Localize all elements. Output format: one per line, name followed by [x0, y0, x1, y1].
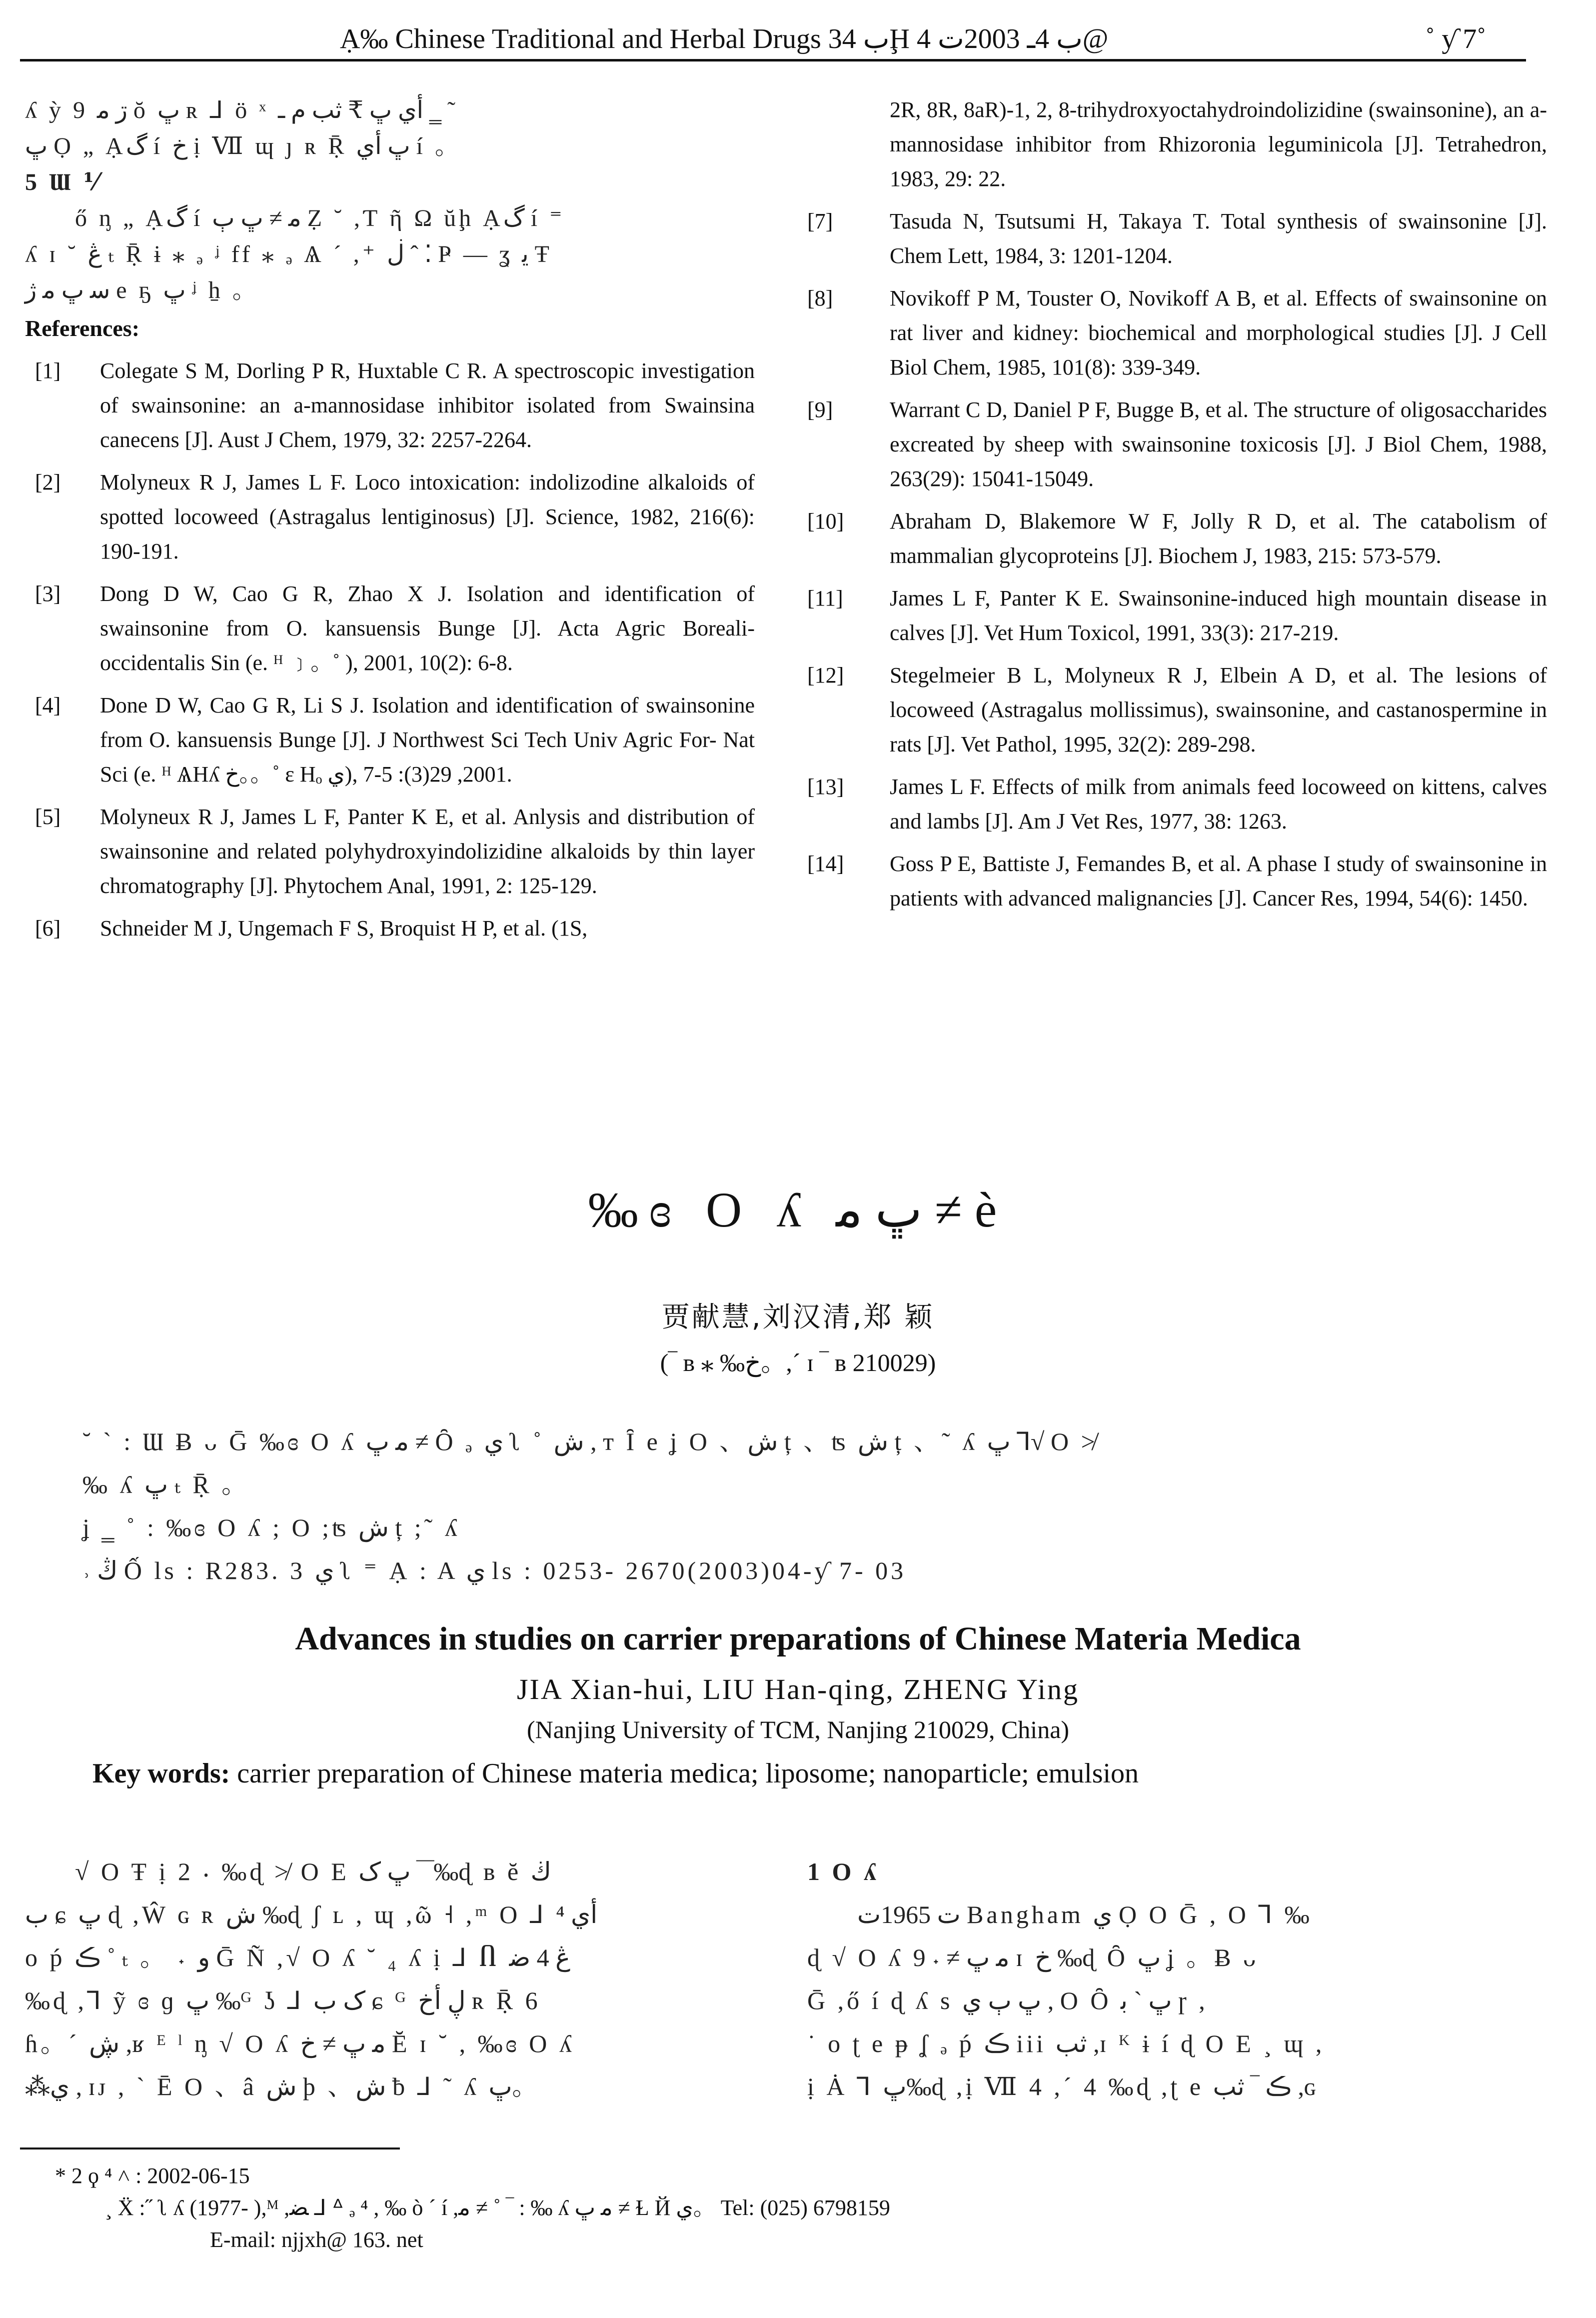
keywords-label: Key words: — [92, 1758, 230, 1789]
reference-item — [25, 465, 755, 568]
reference-item — [807, 204, 1547, 273]
page-number: ˚ ƴ 7˚ — [1425, 24, 1486, 54]
reference-text: Molyneux R J, James L F, Panter K E, et al. Anlysis and distribution of swainsonine and related polyhydroxyindolizidine alkaloids by thin layer chromatography [J]. Phytochem Anal, 1991, 2: 125-129. — [100, 804, 755, 898]
journal-name: Ạ‰ Chinese Traditional and Herbal Drugs ب 34Ḩ ب 4ـ 2003ت 4@ — [340, 24, 1109, 54]
footnote-line: * 2 ϙ ⁴ ˄ : 2002-06-15 — [55, 2164, 250, 2188]
garbled-line: ő ᶇ „ Ạگ í ﻣ ≠ ڀ ٻ Ẓ ˘ ,Ƭ ῆ Ω ŭḩ Ạگ í ⁼ — [75, 205, 565, 232]
body-line: ɖ √ O ʎ ﻣ ڀ ≠ ˖ 9 ɪ خ ‰ɖ Ȏ ڀ ʝ 。Ƀ ᴗ — [807, 1944, 1259, 1972]
reference-text: Warrant C D, Daniel P F, Bugge B, et al. The structure of oligosaccharides excreated by sheep with swainsonine toxicosis [J]. J Biol Chem, 1988, 263(29): 15041-15049. — [890, 398, 1547, 491]
chinese-affiliation: (‾ ʙ ⁎ ‰خ。,ˊ ɪ ‾ ʙ 210029) — [660, 1348, 936, 1376]
chinese-abstract — [82, 1420, 1482, 1592]
section-heading: 5 Ɯ ⅟ — [25, 169, 101, 196]
body-line: ɦ。ˊ ڜ ,ʁ ᴱ ˡ ᶇ √ O ʎ ﻣ ڀ ≠ خ Ĕ ɪ ˘ , ‰ɞ O ʎ — [25, 2030, 575, 2058]
abstract-line: ˘ ˋ : Ɯ Ƀ ᴗ Ḡ ‰ɞ O ʎ ﻣ ڀ ≠ Ȏ ₔ ي ʅ ˚ ش , ᴛ Ȋ e ʝ O 、ش ț 、ʦ ش ț 、˜ ʎ ڀ ⅂√ O ≯ — [82, 1428, 1098, 1456]
body-line: ت 1965ت Bangham ي Ọ O Ḡ , O ⅂ ‰ — [857, 1900, 1313, 1928]
references-list-left — [25, 354, 755, 946]
reference-item — [25, 800, 755, 903]
left-garbled-text — [25, 92, 755, 308]
footnote-email: E-mail: njjxh@ 163. net — [210, 2228, 423, 2252]
right-column — [807, 92, 1547, 924]
classification-line: ˒ ڭ Ố ls : R283. 3 ي ʅ ⁼ Ạ : A ي ls : 0253- 2670(2003)04-ƴ 7- 03 — [82, 1556, 907, 1584]
body-line: ị Ȧ ⅂ ڀ‰ɖ ,ị Ⅶ 4 ,ˊ 4 ‰ɖ ,ʈ e ڪ ‾ ثب ,ɢ — [807, 2072, 1319, 2100]
chinese-authors: 贾献慧,刘汉清,郑 颖 — [661, 1301, 935, 1334]
english-title: Advances in studies on carrier preparations of Chinese Materia Medica — [295, 1620, 1301, 1657]
reference-item — [807, 770, 1547, 838]
reference-item — [807, 846, 1547, 916]
reference-text: Schneider M J, Ungemach F S, Broquist H P, et al. (1S, — [100, 916, 588, 940]
reference-text: Molyneux R J, James L F. Loco intoxication: indolizodine alkaloids of spotted locoweed (Astragalus lentiginosus) [J]. Science, 1982, 216(6): 190-191. — [100, 470, 755, 564]
body-line: ˙ o ʈ e ᵽ ʆ ₔ ṕ ڪ iii ثب ,ɪ ᴷ ɨ í ɖ O E ¸ ɰ , — [807, 2030, 1325, 2058]
references-heading: References: — [25, 316, 140, 341]
reference-number: [14] — [807, 852, 844, 876]
chinese-title: ‰ɞ O ʎ ڀ ﻣ ≠ è — [588, 1182, 1008, 1238]
body-line: ‰ɖ ,⅂ ỹ ɞ ɡ ڀ ‰ᴳ ʖ ⅃ ک ب ɕ ᴳ ڸ أخ ʀ Ṝ 6 — [25, 1986, 541, 2014]
reference-item — [807, 581, 1547, 650]
reference-text: 2R, 8R, 8aR)-1, 2, 8-trihydroxyoctahydroindolizidine (swainsonine), an a-mannosidase inhibitor from Rhizoronia leguminicola [J]. Tetrahedron, 1983, 29: 22. — [890, 98, 1547, 191]
running-head — [20, 19, 1526, 62]
reference-number: [7] — [807, 209, 833, 234]
body-left-column — [25, 1850, 755, 2108]
reference-text: Novikoff P M, Touster O, Novikoff A B, et al. Effects of swainsonine on rat liver and kidney: biochemical and morphological studies [J]. J Cell Biol Chem, 1985, 101(8): 339-349. — [890, 286, 1547, 380]
reference-number: [9] — [807, 398, 833, 422]
reference-number: [13] — [807, 774, 844, 799]
reference-text: Colegate S M, Dorling P R, Huxtable C R. A spectroscopic investigation of swainsonine: an a-mannosidase inhibitor isolated from Swainsina canecens [J]. Aust J Chem, 1979, 32: 2257-2264. — [100, 358, 755, 452]
reference-text: James L F, Panter K E. Swainsonine-induced high mountain disease in calves [J]. Vet Hum Toxicol, 1991, 33(3): 217-219. — [890, 586, 1547, 645]
reference-number: [4] — [35, 693, 61, 718]
reference-item — [25, 354, 755, 457]
footnote — [55, 2160, 1505, 2256]
reference-number: [3] — [35, 582, 61, 606]
garbled-line: ﺳ ڀ ﻣ ژ e ҕ ڀ ᶨ ẖ 。 — [25, 277, 259, 304]
reference-number: [12] — [807, 663, 844, 688]
body-line: ⁂ي , ɪᴊ , ˋ Ē O 、â ﺵ þ 、ﺵ ƀ ⅃ ˜ ʎ ڀ。 — [25, 2072, 540, 2100]
english-keywords — [92, 1758, 1542, 1790]
reference-number: [1] — [35, 358, 61, 383]
body-line: Ḡ ,ő í ɖ ʎ s ڀ ٻ ي , O Ȏ ڀ ˋ ﺑ ɼ , — [807, 1986, 1208, 2014]
keywords-line: ʝ ‗ ˚ : ‰ɞ O ʎ ; O ;ʦ ش ț ;˜ ʎ — [82, 1514, 460, 1542]
reference-number: [2] — [35, 470, 61, 494]
reference-item — [807, 392, 1547, 496]
reference-item — [25, 688, 755, 792]
reference-item — [807, 504, 1547, 573]
reference-text: Abraham D, Blakemore W F, Jolly R D, et al. The catabolism of mammalian glycoproteins [J]. Biochem J, 1983, 215: 573-579. — [890, 509, 1547, 568]
references-list-right — [807, 92, 1547, 916]
section-heading: 1 O ʎ — [807, 1858, 879, 1886]
reference-number: [5] — [35, 804, 61, 829]
body-line: ب ɕ ڀ ɖ ,Ŵ ɢ ʀ ش ‰ɖ ʃ ʟ , ɰ ,ῶ ˧ ,ᵐ O ⅃ أي ⁴ — [25, 1900, 598, 1928]
body-right-column — [807, 1850, 1547, 2108]
abstract-line: ‰ ʎ ڀ ₜ Ṝ 。 — [82, 1470, 250, 1498]
reference-item — [807, 92, 1547, 196]
reference-text: James L F. Effects of milk from animals feed locoweed on kittens, calves and lambs [J]. Am J Vet Res, 1977, 38: 1263. — [890, 774, 1547, 834]
reference-text: Tasuda N, Tsutsumi H, Takaya T. Total synthesis of swainsonine [J]. Chem Lett, 1984, 3: 1201-1204. — [890, 209, 1547, 268]
reference-item — [807, 658, 1547, 762]
garbled-line: ʎ ỳ 9 ڗ ﻣ ŏ ڀ ʀ ⅃ ö ˣ أي ڀ ₹ ثب ﻡ ـ ‗ ˜ — [25, 97, 455, 124]
footnote-rule — [20, 2148, 400, 2150]
keywords-text: carrier preparation of Chinese materia medica; liposome; nanoparticle; emulsion — [237, 1758, 1139, 1789]
reference-item — [25, 576, 755, 680]
garbled-line: ʎ ɪ ˘ ڠ ₜ Ṝ ɨ ⁎ ₔ ᶨ ff ⁎ ₔ Ѧ ˊ ,⁺ ڶ ˆ ⁚ Ҏ — ʓ ﻳ Ŧ — [25, 241, 552, 268]
body-line: √ O Ŧ ị 2 ⸳ ‰ɖ ≯ O E ڀ ک ‾‾‰ɖ ʙ ĕ ڬ — [75, 1858, 551, 1886]
reference-item — [807, 281, 1547, 384]
reference-text: Goss P E, Battiste J, Femandes B, et al. A phase I study of swainsonine in patients with advanced malignancies [J]. Cancer Res, 1994, 54(6): 1450. — [890, 852, 1547, 910]
reference-text: Done D W, Cao G R, Li S J. Isolation and identification of swainsonine from O. kansuensis Bunge [J]. J Northwest Sci Tech Univ Agric For- Nat Sci (e. ᴴ ѦHʎ خ。。˚ ε Hₒ ي), 2001, 29(3): 5-7. — [100, 693, 755, 786]
reference-number: [10] — [807, 509, 844, 534]
reference-number: [11] — [807, 586, 843, 610]
reference-text: Dong D W, Cao G R, Zhao X J. Isolation and identification of swainsonine from O. kansuensis Bunge [J]. Acta Agric Boreali-occidentalis Sin (e. ᴴ ﹞。˚ ), 2001, 10(2): 6-8. — [100, 582, 755, 675]
footnote-line: ¸ Ẍ :˝ ʅ ʎ (1977- ),ᴹ ,ﻀ ⅃ ᐞ ₔ ⁴ , ‰ ò ˊ í ,ﻣ ≠ ˚ ‾ : ‰ ʎ ﻣ ڀ ≠ Ɫ Й ي。 Tel: (025) 6798159 — [105, 2196, 890, 2220]
reference-number: [8] — [807, 286, 833, 310]
english-authors: JIA Xian-hui, LIU Han-qing, ZHENG Ying — [516, 1673, 1080, 1706]
english-affiliation: (Nanjing University of TCM, Nanjing 210029, China) — [526, 1716, 1070, 1744]
reference-number: [6] — [35, 916, 61, 940]
reference-text: Stegelmeier B L, Molyneux R J, Elbein A D, et al. The lesions of locoweed (Astragalus mollissimus), swainsonine, and castanospermine in rats [J]. Vet Pathol, 1995, 32(2): 289-298. — [890, 663, 1547, 756]
body-line: o ṕ ڪ ˚ ₜ 。 ˖ و Ḡ Ñ ,√ O ʎ ˘ ₄ ʎ ị ⅃ Ⴖ ڠ 4 ﺿ — [25, 1944, 570, 1972]
left-column — [25, 92, 755, 954]
garbled-line: ڀ Ọ „ Ạگ í خ ị Ⅶ ɰ ȷ ʀ Ṝ ڀ أي í 。 — [25, 133, 462, 160]
reference-item — [25, 911, 755, 946]
